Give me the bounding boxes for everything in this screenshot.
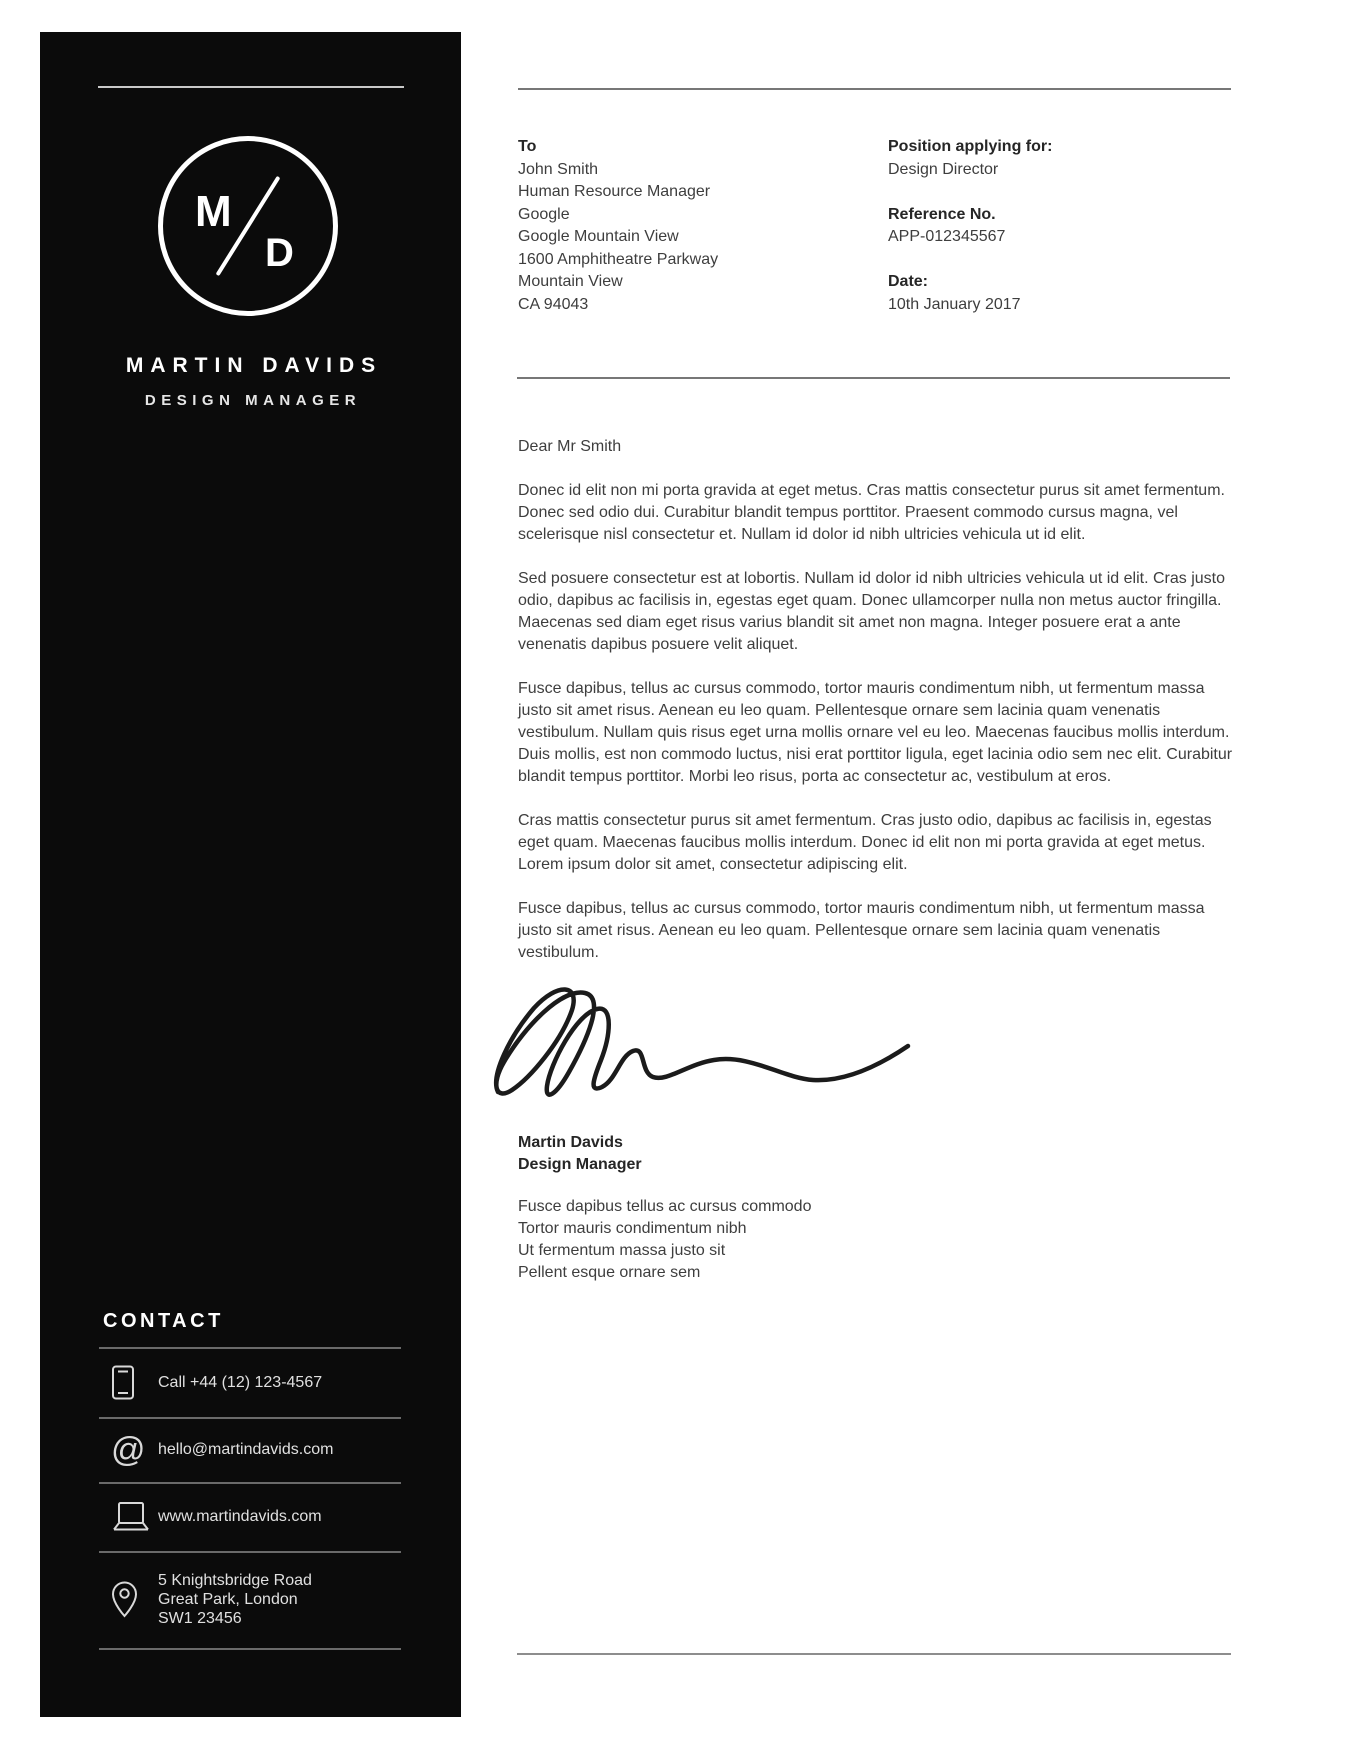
person-title: DESIGN MANAGER xyxy=(144,392,362,409)
closing-line: Ut fermentum massa justo sit xyxy=(518,1242,726,1259)
monogram-logo xyxy=(158,136,338,316)
meta-value: Design Director xyxy=(888,160,999,178)
recipient-label: To xyxy=(518,138,537,155)
recipient-line: Human Resource Manager xyxy=(518,183,711,200)
recipient-line: 1600 Amphitheatre Parkway xyxy=(518,250,719,268)
meta-value: APP-012345567 xyxy=(888,228,1006,245)
recipient-line: John Smith xyxy=(518,160,599,178)
at-icon: @ xyxy=(111,1430,146,1469)
closing-line: Tortor mauris condimentum nibh xyxy=(518,1220,747,1237)
meta-label: Position applying for: xyxy=(888,138,1053,155)
body-paragraph: Fusce dapibus, tellus ac cursus commodo, tortor mauris condimentum nibh, ut fermentum massa justo sit amet risus. Aenean eu leo quam. Pellentesque ornare sem lacinia quam venenatis vestibulum. Nullam quis risus eget urna mollis ornare vel eu leo. Maecenas faucibus mollis interdum. Duis mollis, est non commodo luctus, nisi erat porttitor ligula, eget lacinia odio sem nec elit. Curabitur blandit tempus porttitor. Morbi leo risus, porta ac consectetur ac, vestibulum at eros. xyxy=(518,680,1233,785)
closing-line: Fusce dapibus tellus ac cursus commodo xyxy=(518,1198,812,1215)
recipient-line: Google xyxy=(518,205,570,223)
contact-item-phone xyxy=(103,1347,403,1417)
contact-line: SW1 23456 xyxy=(158,1610,242,1627)
person-name: MARTIN DAVIDS xyxy=(125,354,383,377)
contact-line: 5 Knightsbridge Road xyxy=(158,1572,312,1589)
meta-date xyxy=(888,271,1052,316)
contact-email-text xyxy=(158,1440,333,1459)
meta-reference xyxy=(888,204,1052,249)
signer-name: Martin Davids xyxy=(518,1134,623,1151)
body-paragraph: Donec id elit non mi porta gravida at eget metus. Cras mattis consectetur purus sit amet fermentum. Donec sed odio dui. Curabitur blandit tempus porttitor. Praesent commodo cursus magna, vel scelerisque nisl consectetur et. Nullam id dolor id nibh ultricies vehicula ut id elit. xyxy=(518,482,1225,543)
smartphone-icon xyxy=(103,1365,158,1400)
meta-label: Reference No. xyxy=(888,205,996,223)
logo-letter-d: D xyxy=(265,231,294,275)
recipient-block xyxy=(518,136,718,316)
meta-value: 10th January 2017 xyxy=(888,295,1021,313)
meta-label: Date: xyxy=(888,273,929,290)
body-paragraph: Fusce dapibus, tellus ac cursus commodo, tortor mauris condimentum nibh, ut fermentum massa justo sit amet risus. Aenean eu leo quam. Pellentesque ornare sem lacinia quam venenatis vestibulum. xyxy=(518,900,1205,961)
contact-item-website xyxy=(103,1482,403,1551)
body-paragraph: Sed posuere consectetur est at lobortis. Nullam id dolor id nibh ultricies vehicula ut id elit. Cras justo odio, dapibus ac facilisis in, egestas eget quam. Donec ullamcorper nulla non metus auctor fringilla. Maecenas sed diam eget risus varius blandit sit amet non magna. Integer posuere erat a ante venenatis dapibus posuere velit aliquet. xyxy=(518,570,1226,653)
contact-line: www.martindavids.com xyxy=(158,1508,322,1525)
letter-meta-block xyxy=(888,136,1052,339)
contact-website-text xyxy=(158,1507,322,1526)
contact-address-text xyxy=(158,1571,312,1628)
laptop-icon xyxy=(103,1501,158,1532)
contact-item-address xyxy=(103,1551,403,1648)
closing-line: Pellent esque ornare sem xyxy=(518,1264,701,1281)
contact-line: Call +44 (12) 123-4567 xyxy=(158,1373,323,1391)
header-bottom-rule xyxy=(517,377,1230,379)
contact-heading: CONTACT xyxy=(103,1310,224,1332)
meta-position xyxy=(888,136,1052,181)
contact-phone-text xyxy=(158,1373,322,1392)
contact-divider xyxy=(99,1648,401,1650)
sidebar-top-rule xyxy=(98,86,404,88)
location-pin-icon xyxy=(103,1581,158,1618)
body-paragraph: Cras mattis consectetur purus sit amet fermentum. Cras justo odio, dapibus ac facilisis in, egestas eget quam. Maecenas faucibus mollis interdum. Donec id elit non mi porta gravida at eget metus. Lorem ipsum dolor sit amet, consectetur adipiscing elit. xyxy=(518,812,1212,873)
header-top-rule xyxy=(518,88,1231,90)
signature-image xyxy=(488,980,918,1110)
closing-block xyxy=(518,1196,1234,1284)
recipient-line: Google Mountain View xyxy=(518,228,679,245)
signer-block xyxy=(518,1132,1234,1176)
footer-rule xyxy=(517,1653,1231,1655)
contact-line: Great Park, London xyxy=(158,1591,298,1608)
contact-item-email xyxy=(103,1417,403,1482)
greeting: Dear Mr Smith xyxy=(518,438,622,455)
sidebar xyxy=(40,32,461,1717)
logo-letter-m: M xyxy=(195,187,232,236)
contact-line: hello@martindavids.com xyxy=(158,1441,334,1458)
signer-title: Design Manager xyxy=(518,1156,642,1173)
recipient-line: CA 94043 xyxy=(518,295,589,313)
letter-body xyxy=(518,436,1234,1284)
recipient-line: Mountain View xyxy=(518,273,623,290)
